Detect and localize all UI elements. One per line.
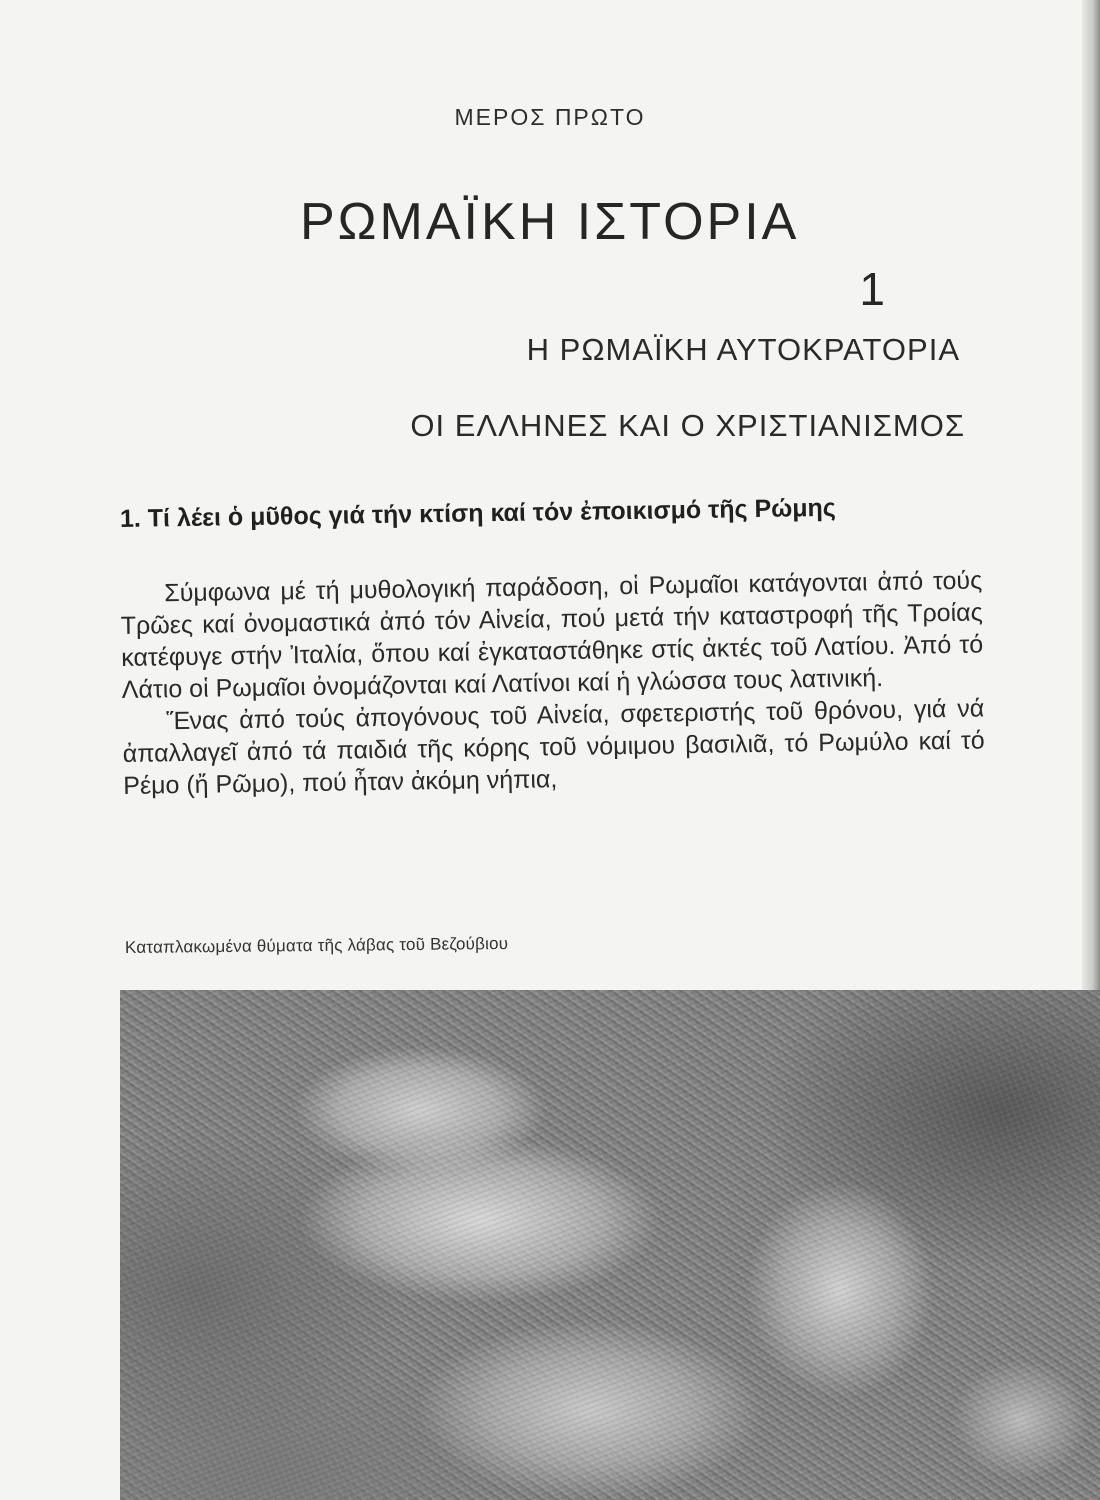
paragraph-2: Ἕνας ἀπό τούς ἀπογόνους τοῦ Αἰνεία, σφετεριστής τοῦ θρόνου, γιά νά ἀπαλλαγεῖ ἀπό τά παιδιά τῆς κόρης τοῦ νόμιμου βασιλιᾶ, τό Ρωμύλο καί τό Ρέμο (ἤ Ρῶμο), πού ἦταν ἀκόμη νήπια, [122,694,985,800]
main-title: ΡΩΜΑΪΚΗ ΙΣΤΟΡΙΑ [300,193,800,251]
chapter-title-line-1: Η ΡΩΜΑΪΚΗ ΑΥΤΟΚΡΑΤΟΡΙΑ [526,332,960,367]
photo-grain-texture [120,990,1100,1500]
vesuvius-victims-photo [120,990,1100,1500]
part-label: ΜΕΡΟΣ ΠΡΩΤΟ [454,104,646,130]
figure-caption: Καταπλακωμένα θύματα τῆς λάβας τοῦ Βεζούβιου [124,933,509,957]
chapter-title-line-2: ΟΙ ΕΛΛΗΝΕΣ ΚΑΙ Ο ΧΡΙΣΤΙΑΝΙΣΜΟΣ [410,408,965,443]
chapter-number: 1 [859,263,885,315]
section-heading: 1. Τί λέει ὁ μῦθος γιά τήν κτίση καί τόν ἐποικισμό τῆς Ρώμης [119,493,837,533]
body-text [120,564,985,802]
paragraph-1: Σύμφωνα μέ τή μυθολογική παράδοση, οἱ Ρωμαῖοι κατάγονται ἀπό τούς Τρῶες καί ὀνομαστικά ἀπό τόν Αἰνεία, πού μετά τήν καταστροφή τῆς Τροίας κατέφυγε στήν Ἰταλία, ὅπου καί ἐγκαταστάθηκε στίς ἀκτές τοῦ Λατίου. Ἀπό τό Λάτιο οἱ Ρωμαῖοι ὀνομάζονται καί Λατίνοι καί ἡ γλώσσα τους λατινική. [120,566,984,704]
